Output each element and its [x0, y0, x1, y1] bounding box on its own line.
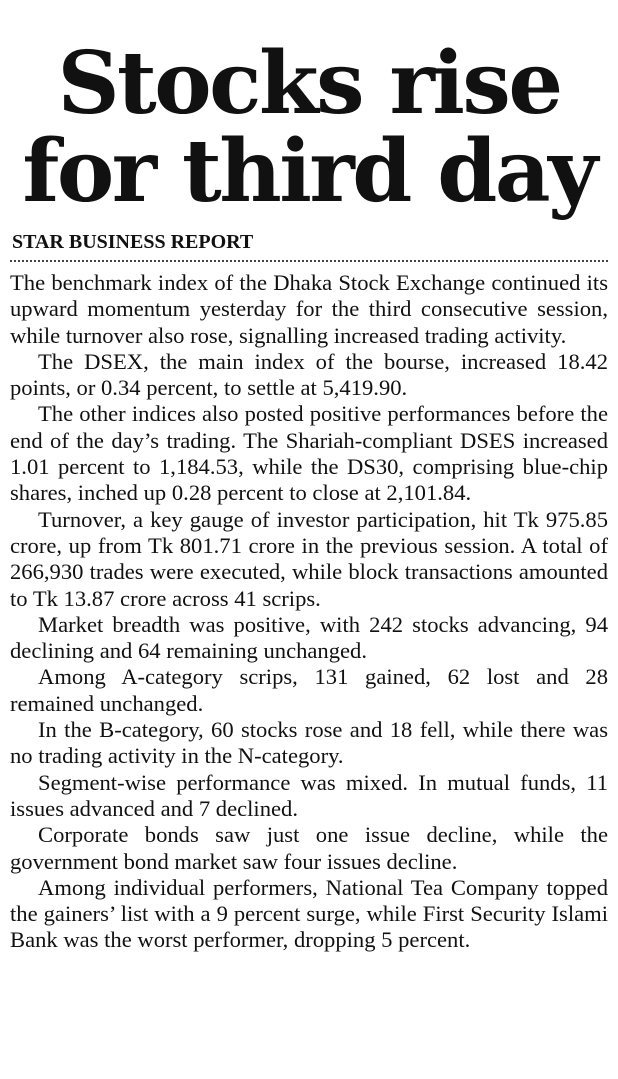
paragraph: Segment-wise performance was mixed. In mutual funds, 11 issues advanced and 7 declined. — [10, 769, 608, 821]
paragraph: In the B-category, 60 stocks rose and 18 fell, while there was no trading activity in the N-category. — [10, 717, 608, 769]
paragraph: The benchmark index of the Dhaka Stock Exchange continued its upward momentum yesterday for the third consecutive session, while turnover also rose, signalling increased trading activity. — [10, 270, 608, 348]
headline-line-2: for third day — [22, 121, 596, 222]
paragraph: Market breadth was positive, with 242 stocks advancing, 94 declining and 64 remaining unchanged. — [10, 611, 608, 664]
dotted-divider — [10, 260, 608, 262]
paragraph: Among A-category scrips, 131 gained, 62 lost and 28 remained unchanged. — [10, 664, 608, 716]
byline: STAR BUSINESS REPORT — [12, 231, 254, 253]
paragraph: Among individual performers, National Tea Company topped the gainers’ list with a 9 percent surge, while First Security Islami Bank was the worst performer, dropping 5 percent. — [10, 874, 608, 953]
headline-line-1: Stocks rise — [57, 33, 561, 134]
paragraph: The DSEX, the main index of the bourse, increased 18.42 points, or 0.34 percent, to settle at 5,419.90. — [10, 348, 608, 401]
headline — [10, 0, 608, 222]
paragraph: Turnover, a key gauge of investor participation, hit Tk 975.85 crore, up from Tk 801.71 crore in the previous session. A total of 266,930 trades were executed, while block transactions amounted to Tk 13.87 crore across 41 scrips. — [10, 506, 608, 611]
article-body — [10, 270, 608, 954]
paragraph: Corporate bonds saw just one issue decline, while the government bond market saw four issues decline. — [10, 822, 608, 874]
paragraph: The other indices also posted positive performances before the end of the day’s trading. The Shariah-compliant DSES increased 1.01 percent to 1,184.53, while the DS30, comprising blue-chip shares, inched up 0.28 percent to close at 2,101.84. — [10, 401, 608, 506]
